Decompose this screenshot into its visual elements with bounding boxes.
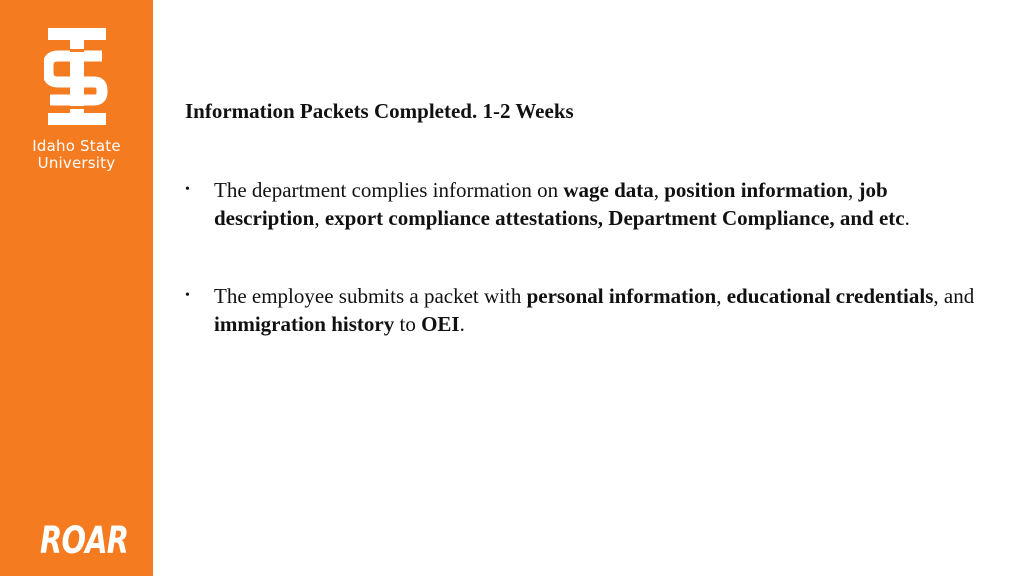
bullet2-bold-personal-information: personal information [526,284,717,308]
bullet1-bold-wage-data: wage data [563,178,654,202]
bullet2-sep: , [716,284,727,308]
brand-sidebar [0,0,153,576]
university-name-line2: University [37,154,116,172]
bullet1-text: The department complies information on [214,178,564,202]
bullet-list [185,176,985,338]
isu-logo-icon [44,28,110,125]
bullet2-sep: to [394,312,422,336]
bullet2-text: The employee submits a packet with [214,284,527,308]
bullet-marker: • [185,288,190,303]
roar-wordmark: ROAR [40,519,129,562]
bullet2-bold-immigration-history: immigration history [214,312,395,336]
bullet2-bold-oei: OEI [421,312,460,336]
bullet1-sep: , [653,178,665,202]
bullet2-end: . [459,312,465,336]
bullet-marker: • [185,182,190,197]
bullet1-bold-export-compliance: export compliance attestations, Department Compliance, and etc [324,206,905,230]
bullet1-end: . [904,206,910,230]
slide-title: Information Packets Completed. 1-2 Weeks [185,99,574,123]
university-name [0,138,153,172]
bullet-item-department [185,176,985,232]
bullet1-sep: , [314,206,325,230]
bullet1-bold-position-information: position information [664,178,849,202]
bullet-item-employee [185,282,985,338]
bullet1-bold-job-description: job description [214,178,888,230]
slide-content [185,96,985,338]
bullet2-bold-educational-credentials: educational credentials [726,284,934,308]
university-name-line1: Idaho State [32,137,121,155]
bullet1-sep: , [848,178,859,202]
bullet2-sep: , and [933,284,975,308]
